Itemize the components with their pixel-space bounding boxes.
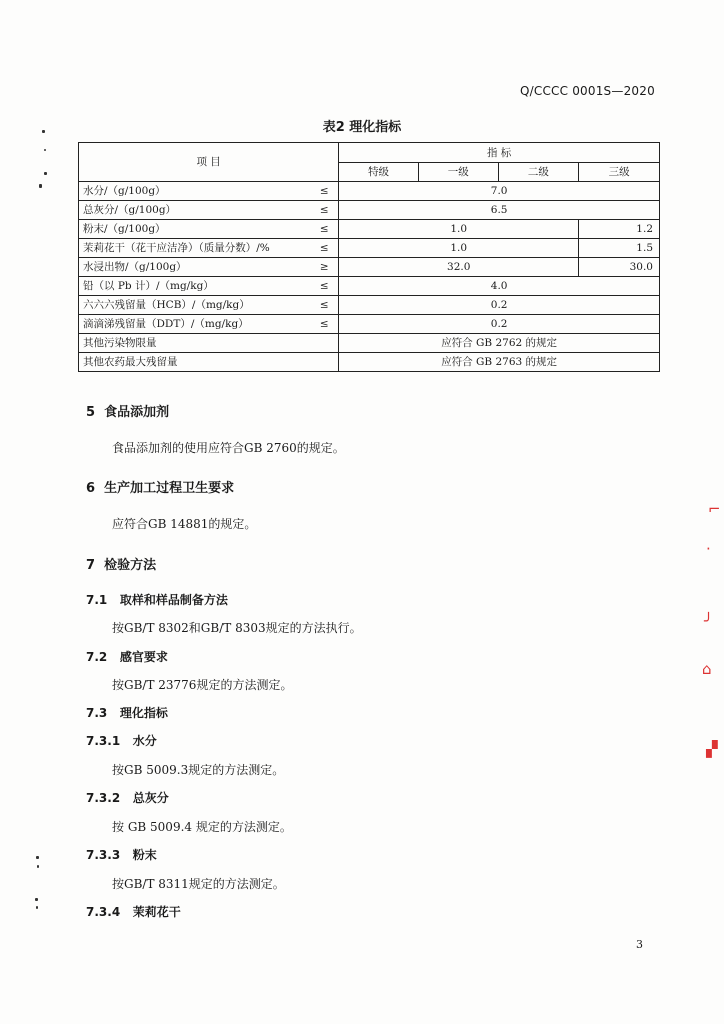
section-heading [86, 648, 168, 665]
seal-fragment: ▞ [706, 740, 718, 758]
section-title: 粉末 [132, 848, 157, 862]
seal-fragment: · [706, 540, 711, 558]
row-name: 滴滴涕残留量（DDT）/（mg/kg） [79, 315, 311, 334]
row-name: 水浸出物/（g/100g） [79, 258, 311, 277]
section-heading [86, 903, 181, 920]
row-name: 茉莉花干（花干应洁净）（质量分数）/% [79, 239, 311, 258]
seal-fragment: ╯ [704, 612, 714, 630]
row-value: 6.5 [339, 201, 660, 220]
row-value: 0.2 [339, 296, 660, 315]
document-id: Q/CCCC 0001S—2020 [520, 84, 655, 98]
section-title: 水分 [132, 734, 157, 748]
header-index: 指 标 [339, 143, 660, 163]
row-symbol: ≤ [310, 315, 338, 334]
seal-fragment: ⌂ [702, 660, 712, 678]
paragraph: 按GB/T 23776规定的方法测定。 [112, 678, 293, 692]
row-name: 水分/（g/100g） [79, 182, 311, 201]
scan-speck [36, 906, 38, 909]
table-row [79, 315, 660, 334]
row-name: 粉末/（g/100g） [79, 220, 311, 239]
scan-speck [44, 149, 46, 151]
table-row [79, 334, 660, 353]
scan-speck [35, 898, 38, 901]
grade-header: 二级 [498, 163, 579, 182]
row-symbol: ≤ [310, 296, 338, 315]
section-heading [86, 591, 228, 608]
section-number: 7.3.2 [86, 791, 121, 805]
table-row [79, 353, 660, 372]
section-heading [86, 477, 234, 496]
section-number: 7.1 [86, 593, 108, 607]
table-row [79, 239, 660, 258]
section-heading [86, 732, 157, 749]
row-name: 六六六残留量（HCB）/（mg/kg） [79, 296, 311, 315]
row-symbol: ≤ [310, 182, 338, 201]
section-number: 7.2 [86, 650, 108, 664]
paragraph: 按GB/T 8311规定的方法测定。 [112, 877, 285, 891]
section-title: 检验方法 [104, 558, 157, 573]
scan-speck [44, 172, 47, 175]
row-symbol: ≥ [310, 258, 338, 277]
row-value: 32.0 [339, 258, 579, 277]
grade-header: 三级 [579, 163, 660, 182]
section-title: 生产加工过程卫生要求 [104, 481, 235, 496]
scan-speck [39, 184, 42, 188]
section-title: 理化指标 [119, 706, 168, 720]
section-heading [86, 846, 157, 863]
grade-header: 一级 [418, 163, 498, 182]
row-value: 应符合 GB 2762 的规定 [339, 334, 660, 353]
row-value: 0.2 [339, 315, 660, 334]
row-symbol: ≤ [310, 239, 338, 258]
row-value: 1.0 [339, 239, 579, 258]
table-row [79, 182, 660, 201]
paragraph: 应符合GB 14881的规定。 [112, 517, 257, 531]
row-value: 7.0 [339, 182, 660, 201]
table-row [79, 220, 660, 239]
section-number: 7.3 [86, 706, 108, 720]
table-title: 表2 理化指标 [322, 120, 402, 135]
section-number: 7.3.3 [86, 848, 121, 862]
row-value-grade3: 30.0 [579, 258, 660, 277]
section-heading [86, 789, 169, 806]
scan-speck [37, 865, 39, 868]
row-value: 1.0 [339, 220, 579, 239]
section-title: 感官要求 [119, 650, 168, 664]
section-heading [86, 401, 169, 420]
page-number: 3 [636, 938, 643, 951]
section-heading [86, 704, 168, 721]
row-value-grade3: 1.2 [579, 220, 660, 239]
row-symbol: ≤ [310, 220, 338, 239]
row-value-grade3: 1.5 [579, 239, 660, 258]
paragraph: 按 GB 5009.4 规定的方法测定。 [112, 820, 292, 834]
seal-fragment: ⌐ [708, 500, 721, 518]
section-number: 7.3.1 [86, 734, 121, 748]
paragraph: 按GB/T 8302和GB/T 8303规定的方法执行。 [112, 621, 362, 635]
paragraph: 按GB 5009.3规定的方法测定。 [112, 763, 285, 777]
section-heading [86, 554, 156, 573]
section-number: 7 [86, 558, 96, 573]
row-name: 总灰分/（g/100g） [79, 201, 311, 220]
paragraph: 食品添加剂的使用应符合GB 2760的规定。 [112, 441, 345, 455]
spec-table [78, 142, 660, 372]
header-item: 项 目 [79, 143, 339, 182]
row-name: 其他污染物限量 [79, 334, 339, 353]
section-title: 食品添加剂 [104, 405, 170, 420]
grade-header: 特级 [339, 163, 419, 182]
row-value: 4.0 [339, 277, 660, 296]
section-number: 7.3.4 [86, 905, 121, 919]
row-symbol: ≤ [310, 277, 338, 296]
section-number: 5 [86, 405, 96, 420]
table-row [79, 201, 660, 220]
row-name: 铅（以 Pb 计）/（mg/kg） [79, 277, 311, 296]
row-name: 其他农药最大残留量 [79, 353, 339, 372]
row-symbol: ≤ [310, 201, 338, 220]
section-title: 总灰分 [132, 791, 169, 805]
table-row [79, 277, 660, 296]
section-title: 茉莉花干 [132, 905, 181, 919]
section-number: 6 [86, 481, 96, 496]
scan-speck [36, 856, 39, 859]
table-row [79, 258, 660, 277]
row-value: 应符合 GB 2763 的规定 [339, 353, 660, 372]
scan-speck [42, 130, 45, 133]
table-row [79, 296, 660, 315]
section-title: 取样和样品制备方法 [119, 593, 228, 607]
